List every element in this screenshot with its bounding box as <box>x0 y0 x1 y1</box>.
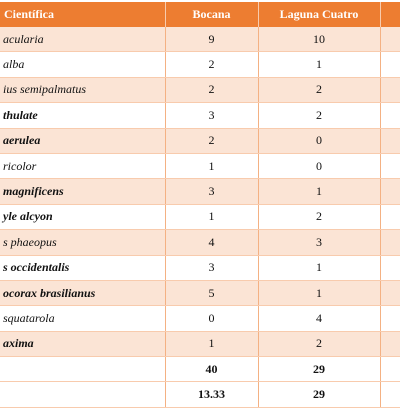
table-row <box>0 204 400 229</box>
laguna-cuatro-cell: 1 <box>258 179 380 204</box>
total-label-cell <box>0 357 165 382</box>
laguna-cuatro-cell: 0 <box>258 153 380 178</box>
table-row <box>0 103 400 128</box>
bocana-cell: 2 <box>165 77 258 102</box>
total-bocana-cell: 40 <box>165 357 258 382</box>
extra-cell <box>380 179 400 204</box>
bocana-cell: 3 <box>165 179 258 204</box>
total-row <box>0 357 400 382</box>
laguna-cuatro-cell: 2 <box>258 204 380 229</box>
bocana-cell: 9 <box>165 27 258 52</box>
laguna-cuatro-cell: 4 <box>258 306 380 331</box>
total-label-cell <box>0 382 165 407</box>
table-row <box>0 128 400 153</box>
laguna-cuatro-cell: 1 <box>258 255 380 280</box>
species-cell: ricolor <box>0 153 165 178</box>
bocana-cell: 2 <box>165 128 258 153</box>
total-bocana-cell: 13.33 <box>165 382 258 407</box>
bocana-cell: 2 <box>165 52 258 77</box>
table-row <box>0 331 400 356</box>
species-cell: thulate <box>0 103 165 128</box>
species-cell: ius semipalmatus <box>0 77 165 102</box>
table-body <box>0 27 400 407</box>
table-row <box>0 255 400 280</box>
laguna-cuatro-cell: 2 <box>258 331 380 356</box>
bocana-cell: 1 <box>165 153 258 178</box>
header-extra <box>380 2 400 27</box>
extra-cell <box>380 153 400 178</box>
extra-cell <box>380 306 400 331</box>
total-laguna-cuatro-cell: 29 <box>258 357 380 382</box>
header-species: Científica <box>0 2 165 27</box>
species-cell: magnificens <box>0 179 165 204</box>
extra-cell <box>380 204 400 229</box>
species-cell: ocorax brasilianus <box>0 280 165 305</box>
total-row <box>0 382 400 407</box>
header-laguna-cuatro: Laguna Cuatro <box>258 2 380 27</box>
extra-cell <box>380 230 400 255</box>
species-cell: alba <box>0 52 165 77</box>
bocana-cell: 5 <box>165 280 258 305</box>
species-cell: axima <box>0 331 165 356</box>
species-cell: s phaeopus <box>0 230 165 255</box>
extra-cell <box>380 77 400 102</box>
table-row <box>0 77 400 102</box>
species-cell: yle alcyon <box>0 204 165 229</box>
bocana-cell: 4 <box>165 230 258 255</box>
total-laguna-cuatro-cell: 29 <box>258 382 380 407</box>
table-row <box>0 153 400 178</box>
table-row <box>0 52 400 77</box>
table-row <box>0 230 400 255</box>
laguna-cuatro-cell: 2 <box>258 103 380 128</box>
total-extra-cell <box>380 382 400 407</box>
table-row <box>0 179 400 204</box>
laguna-cuatro-cell: 10 <box>258 27 380 52</box>
extra-cell <box>380 27 400 52</box>
extra-cell <box>380 255 400 280</box>
extra-cell <box>380 280 400 305</box>
species-cell: aerulea <box>0 128 165 153</box>
species-cell: s occidentalis <box>0 255 165 280</box>
bocana-cell: 3 <box>165 255 258 280</box>
species-cell: squatarola <box>0 306 165 331</box>
laguna-cuatro-cell: 3 <box>258 230 380 255</box>
table-row <box>0 27 400 52</box>
laguna-cuatro-cell: 1 <box>258 52 380 77</box>
bocana-cell: 1 <box>165 331 258 356</box>
laguna-cuatro-cell: 2 <box>258 77 380 102</box>
extra-cell <box>380 103 400 128</box>
header-bocana: Bocana <box>165 2 258 27</box>
laguna-cuatro-cell: 1 <box>258 280 380 305</box>
extra-cell <box>380 52 400 77</box>
extra-cell <box>380 331 400 356</box>
bocana-cell: 3 <box>165 103 258 128</box>
species-count-table <box>0 2 400 408</box>
table-row <box>0 306 400 331</box>
total-extra-cell <box>380 357 400 382</box>
bocana-cell: 0 <box>165 306 258 331</box>
table-header-row <box>0 2 400 27</box>
bocana-cell: 1 <box>165 204 258 229</box>
extra-cell <box>380 128 400 153</box>
laguna-cuatro-cell: 0 <box>258 128 380 153</box>
species-cell: acularia <box>0 27 165 52</box>
table-row <box>0 280 400 305</box>
